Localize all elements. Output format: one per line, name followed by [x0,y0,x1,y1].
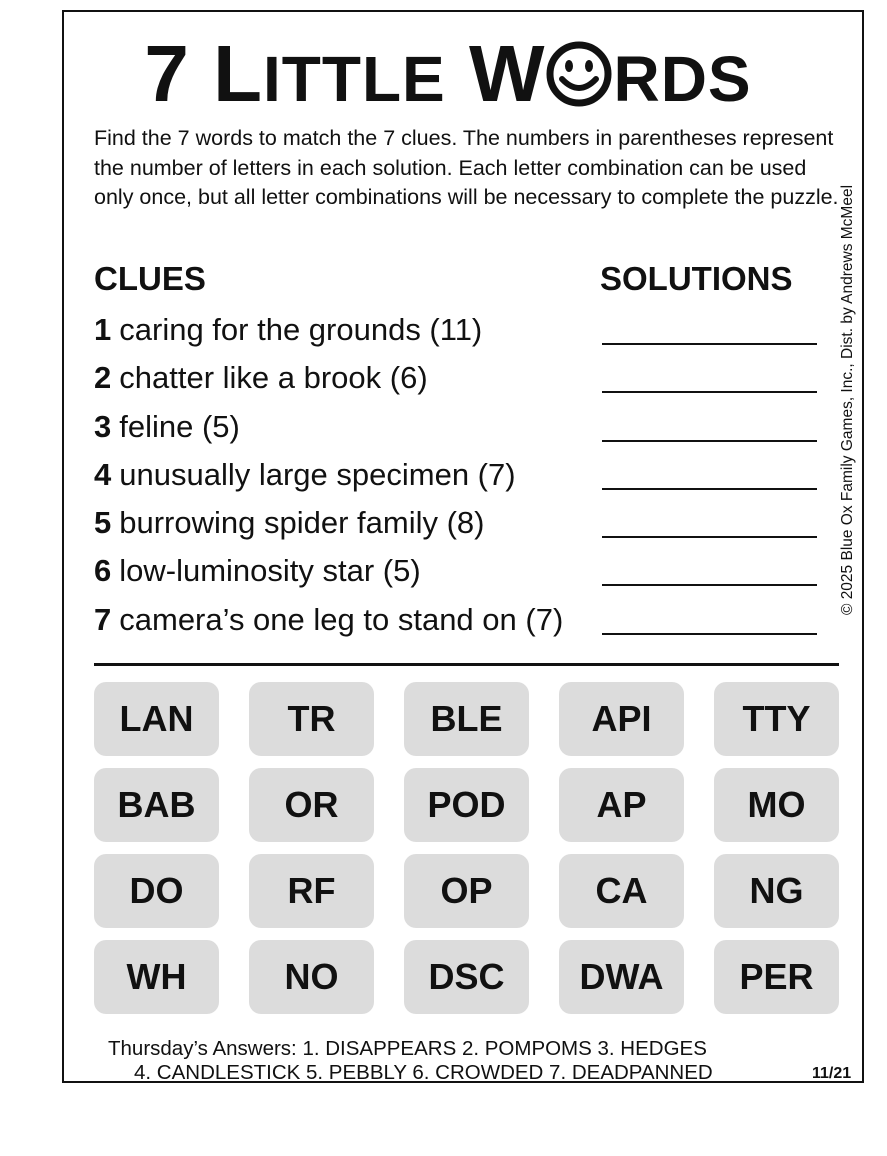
letter-tile[interactable]: BAB [94,768,219,842]
puzzle-panel [62,10,864,1083]
clue-row-3 [94,405,824,453]
solutions-header: SOLUTIONS [600,260,793,297]
clue-number: 5 [94,505,112,541]
letter-tile[interactable]: BLE [404,682,529,756]
clue-number: 3 [94,408,112,444]
clue-number: 1 [94,312,112,347]
letter-tile[interactable]: TR [249,682,374,756]
title-part-2: ITTLE [262,43,446,115]
clue-text: feline (5) [119,408,240,444]
solution-blank-5[interactable] [602,536,817,538]
solution-blank-4[interactable] [602,488,817,490]
letter-tile[interactable]: POD [404,768,529,842]
clue-text: camera’s one leg to stand on (7) [119,601,564,637]
letter-tile[interactable]: DWA [559,940,684,1014]
clue-number: 4 [94,456,112,492]
clue-text: burrowing spider family (8) [119,505,485,541]
smiley-face-icon [546,41,612,107]
letter-tile[interactable]: WH [94,940,219,1014]
letter-tile[interactable]: OP [404,854,529,928]
previous-answers-line-2: 4. CANDLESTICK 5. PEBBLY 6. CROWDED 7. DEADPANNED [134,1061,713,1084]
letter-tile[interactable]: NG [714,854,839,928]
letter-tile[interactable]: API [559,682,684,756]
letter-tile[interactable]: TTY [714,682,839,756]
copyright-credit: © 2025 Blue Ox Family Games, Inc., Dist. by Andrews McMeel [839,184,856,616]
clue-row-1 [94,308,824,356]
copyright-credit-container [834,130,862,670]
solution-blank-7[interactable] [602,633,817,635]
solution-blank-3[interactable] [602,440,817,442]
clue-text: unusually large specimen (7) [119,456,516,492]
title-part-3: W [468,29,546,118]
clue-row-5 [94,501,824,549]
letter-tile[interactable]: LAN [94,682,219,756]
clues-header: CLUES [94,260,206,297]
section-divider [94,663,839,666]
clue-text: caring for the grounds (11) [119,312,483,347]
letter-tile[interactable]: DO [94,854,219,928]
clue-text: chatter like a brook (6) [119,360,428,396]
clue-number: 7 [94,601,112,637]
letter-tile-grid [94,682,840,1014]
letter-tile[interactable]: PER [714,940,839,1014]
puzzle-date: 11/21 [812,1065,852,1082]
clue-number: 2 [94,360,112,396]
previous-answers-line-1: Thursday’s Answers: 1. DISAPPEARS 2. POMPOMS 3. HEDGES [108,1037,707,1060]
clue-row-4 [94,453,824,501]
solution-blank-2[interactable] [602,391,817,393]
clue-row-2 [94,356,824,404]
title-part-4: RDS [613,43,752,115]
clue-row-6 [94,549,824,597]
clue-number: 6 [94,553,112,589]
instructions-text: Find the 7 words to match the 7 clues. The numbers in parentheses represent the number of letters in each solution. Each letter combination can be used only once, but all letter combinations will be necessary to complete the puzzle. [94,126,839,209]
puzzle-title [64,29,832,119]
clue-row-7 [94,598,824,646]
letter-tile[interactable]: RF [249,854,374,928]
solution-blank-1[interactable] [602,343,817,345]
letter-tile[interactable]: AP [559,768,684,842]
clue-list [94,308,824,646]
letter-tile[interactable]: NO [249,940,374,1014]
clue-text: low-luminosity star (5) [119,553,421,589]
letter-tile[interactable]: DSC [404,940,529,1014]
letter-tile[interactable]: MO [714,768,839,842]
title-part-1: 7 L [144,29,263,118]
letter-tile[interactable]: CA [559,854,684,928]
solution-blank-6[interactable] [602,584,817,586]
letter-tile[interactable]: OR [249,768,374,842]
